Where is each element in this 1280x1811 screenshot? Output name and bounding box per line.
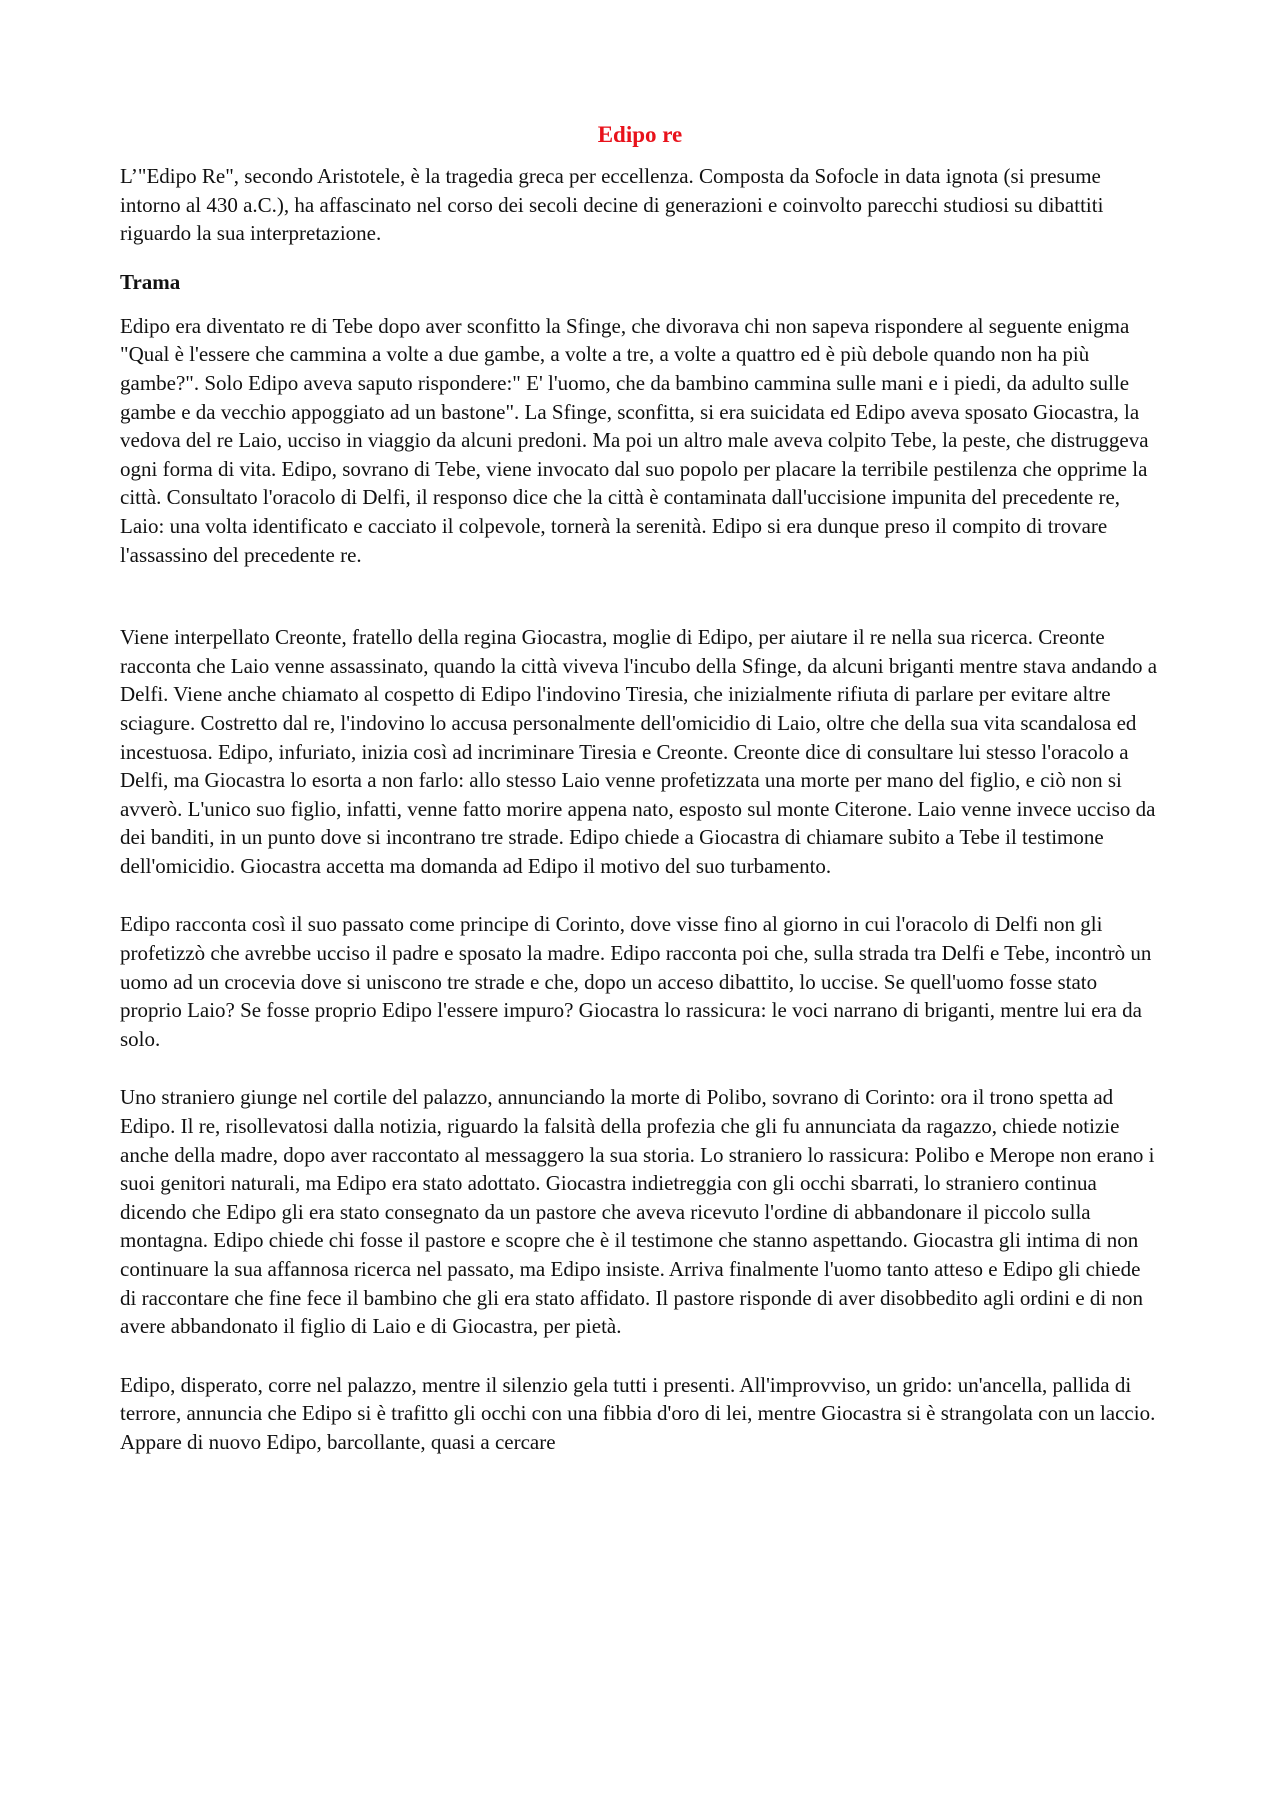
- plot-paragraph-1: Edipo era diventato re di Tebe dopo aver sconfitto la Sfinge, che divorava chi non sapeva rispondere al seguente enigma "Qual è l'essere che cammina a volte a due gambe, a volte a tre, a volte a quattro ed è più debole quando non ha più gambe?". Solo Edipo aveva saputo rispondere:" E' l'uomo, che da bambino cammina sulle mani e i piedi, da adulto sulle gambe e da vecchio appoggiato ad un bastone". La Sfinge, sconfitta, si era suicidata ed Edipo aveva sposato Giocastra, la vedova del re Laio, ucciso in viaggio da alcuni predoni. Ma poi un altro male aveva colpito Tebe, la peste, che distruggeva ogni forma di vita. Edipo, sovrano di Tebe, viene invocato dal suo popolo per placare la terribile pestilenza che opprime la città. Consultato l'oracolo di Delfi, il responso dice che la città è contaminata dall'uccisione impunita del precedente re, Laio: una volta identificato e cacciato il colpevole, tornerà la serenità. Edipo si era dunque preso il compito di trovare l'assassino del precedente re.: [120, 313, 1149, 567]
- plot-paragraph-5: Edipo, disperato, corre nel palazzo, mentre il silenzio gela tutti i presenti. All'improvviso, un grido: un'ancella, pallida di terrore, annuncia che Edipo si è trafitto gli occhi con una fibbia d'oro di lei, mentre Giocastra si è strangolata con un laccio. Appare di nuovo Edipo, barcollante, quasi a cercare: [120, 1372, 1156, 1454]
- section-heading: Trama: [120, 269, 181, 294]
- document-body: [120, 162, 1160, 1457]
- plot-paragraph-3: Edipo racconta così il suo passato come principe di Corinto, dove visse fino al giorno in cui l'oracolo di Delfi non gli profetizzò che avrebbe ucciso il padre e sposato la madre. Edipo racconta poi che, sulla strada tra Delfi e Tebe, incontrò un uomo ad un crocevia dove si uniscono tre strade e che, dopo un acceso dibattito, lo uccise. Se quell'uomo fosse stato proprio Laio? Se fosse proprio Edipo l'essere impuro? Giocastra lo rassicura: le voci narrano di briganti, mentre lui era da solo.: [120, 912, 1152, 1051]
- intro-paragraph: L’"Edipo Re", secondo Aristotele, è la tragedia greca per eccellenza. Composta da Sofocle in data ignota (si presume intorno al 430 a.C.), ha affascinato nel corso dei secoli decine di generazioni e coinvolto parecchi studiosi su dibattiti riguardo la sua interpretazione.: [120, 164, 1104, 246]
- plot-paragraph-4: Uno straniero giunge nel cortile del palazzo, annunciando la morte di Polibo, sovrano di Corinto: ora il trono spetta ad Edipo. Il re, risollevatosi dalla notizia, riguardo la falsità della profezia che gli fu annunciata da ragazzo, chiede notizie anche della madre, dopo aver raccontato al messaggero la sua storia. Lo straniero lo rassicura: Polibo e Merope non erano i suoi genitori naturali, ma Edipo era stato adottato. Giocastra indietreggia con gli occhi sbarrati, lo straniero continua dicendo che Edipo gli era stato consegnato da un pastore che aveva ricevuto l'ordine di abbandonare il piccolo sulla montagna. Edipo chiede chi fosse il pastore e scopre che è il testimone che stanno aspettando. Giocastra gli intima di non continuare la sua affannosa ricerca nel passato, ma Edipo insiste. Arriva finalmente l'uomo tanto atteso e Edipo gli chiede di raccontare che fine fece il bambino che gli era stato affidato. Il pastore risponde di aver disobbedito agli ordini e di non avere abbandonato il figlio di Laio e di Giocastra, per pietà.: [120, 1085, 1155, 1339]
- plot-paragraph-2: Viene interpellato Creonte, fratello della regina Giocastra, moglie di Edipo, per aiutare il re nella sua ricerca. Creonte racconta che Laio venne assassinato, quando la città viveva l'incubo della Sfinge, da alcuni briganti mentre stava andando a Delfi. Viene anche chiamato al cospetto di Edipo l'indovino Tiresia, che inizialmente rifiuta di parlare per evitare altre sciagure. Costretto dal re, l'indovino lo accusa personalmente dell'omicidio di Laio, oltre che della sua vita scandalosa ed incestuosa. Edipo, infuriato, inizia così ad incriminare Tiresia e Creonte. Creonte dice di consultare lui stesso l'oracolo a Delfi, ma Giocastra lo esorta a non farlo: allo stesso Laio venne profetizzata una morte per mano del figlio, e ciò non si avverò. L'unico suo figlio, infatti, venne fatto morire appena nato, esposto sul monte Citerone. Laio venne invece ucciso da dei banditi, in un punto dove si incontrano tre strade. Edipo chiede a Giocastra di chiamare subito a Tebe il testimone dell'omicidio. Giocastra accetta ma domanda ad Edipo il motivo del suo turbamento.: [120, 625, 1158, 878]
- document-title: Edipo re: [597, 122, 683, 147]
